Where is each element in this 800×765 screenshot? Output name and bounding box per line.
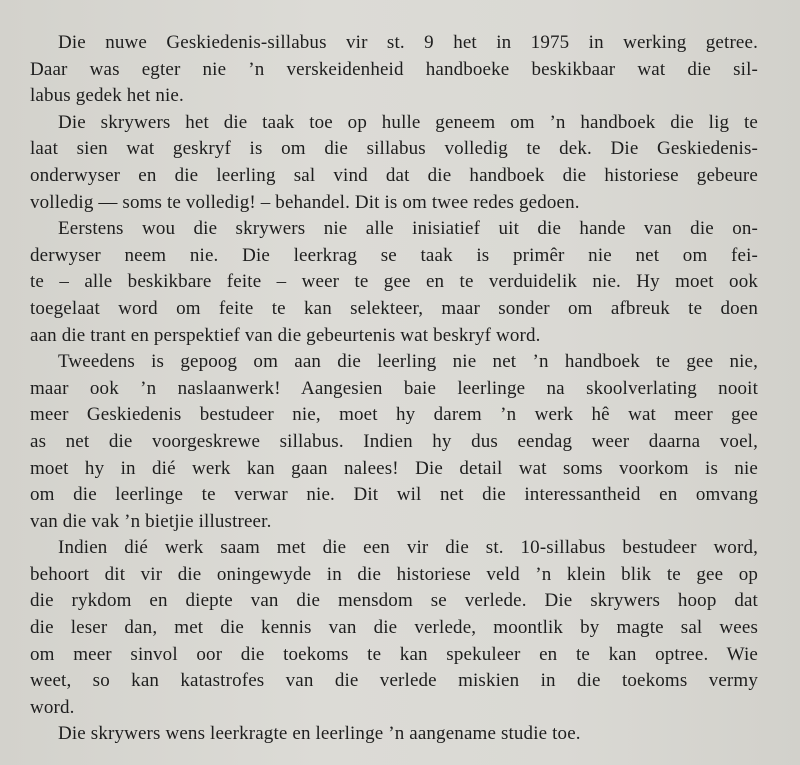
paragraph-4 — [30, 349, 758, 535]
text-line: Die skrywers het die taak toe op hulle geneem om ’n handboek die lig te — [58, 111, 758, 133]
text-line: labus gedek het nie. — [30, 85, 184, 107]
text-line: laat sien wat geskryf is om die sillabus volledig te dek. Die Geskiedenis- — [30, 138, 758, 160]
text-line: die rykdom en diepte van die mensdom se verlede. Die skrywers hoop dat — [30, 590, 758, 612]
text-line: behoort dit vir die oningewyde in die historiese veld ’n klein blik te gee op — [30, 563, 758, 585]
paragraph-3 — [30, 216, 758, 349]
text-line: Daar was egter nie ’n verskeidenheid handboeke beskikbaar wat die sil- — [30, 58, 758, 80]
text-line: Tweedens is gepoog om aan die leerling nie net ’n handboek te gee nie, — [58, 351, 758, 373]
text-line: onderwyser en die leerling sal vind dat die handboek die historiese gebeure — [30, 164, 758, 186]
text-line: Eerstens wou die skrywers nie alle inisiatief uit die hande van die on- — [58, 218, 758, 240]
text-line: om meer sinvol oor die toekoms te kan spekuleer en te kan optree. Wie — [30, 643, 758, 665]
paragraph-1 — [30, 30, 758, 110]
text-line: weet, so kan katastrofes van die verlede miskien in die toekoms vermy — [30, 670, 758, 692]
text-line: Indien dié werk saam met die een vir die st. 10-sillabus bestudeer word, — [58, 537, 758, 559]
text-line: meer Geskiedenis bestudeer nie, moet hy darem ’n werk hê wat meer gee — [30, 404, 758, 426]
text-line: te – alle beskikbare feite – weer te gee en te verduidelik nie. Hy moet ook — [30, 271, 758, 293]
text-line: Die skrywers wens leerkragte en leerlinge ’n aangename studie toe. — [58, 723, 581, 745]
paragraph-5 — [30, 535, 758, 721]
text-line: volledig — soms te volledig! – behandel. Dit is om twee redes gedoen. — [30, 191, 580, 213]
text-line: as net die voorgeskrewe sillabus. Indien hy dus eendag weer daarna voel, — [30, 430, 758, 452]
text-line: toegelaat word om feite te kan selekteer, maar sonder om afbreuk te doen — [30, 297, 758, 319]
text-line: aan die trant en perspektief van die gebeurtenis wat beskryf word. — [30, 324, 541, 346]
text-line: word. — [30, 696, 75, 718]
text-line: moet hy in dié werk kan gaan nalees! Die detail wat soms voorkom is nie — [30, 457, 758, 479]
paragraph-2 — [30, 110, 758, 216]
text-line: om die leerlinge te verwar nie. Dit wil net die interessantheid en omvang — [30, 484, 758, 506]
text-line: van die vak ’n bietjie illustreer. — [30, 510, 272, 532]
text-line: die leser dan, met die kennis van die verlede, moontlik by magte sal wees — [30, 617, 758, 639]
text-line: derwyser neem nie. Die leerkrag se taak is primêr nie net om fei- — [30, 244, 758, 266]
text-line: Die nuwe Geskiedenis-sillabus vir st. 9 het in 1975 in werking getree. — [58, 32, 758, 53]
text-line: maar ook ’n naslaanwerk! Aangesien baie leerlinge na skoolverlating nooit — [30, 377, 758, 399]
paragraph-6 — [30, 721, 758, 748]
